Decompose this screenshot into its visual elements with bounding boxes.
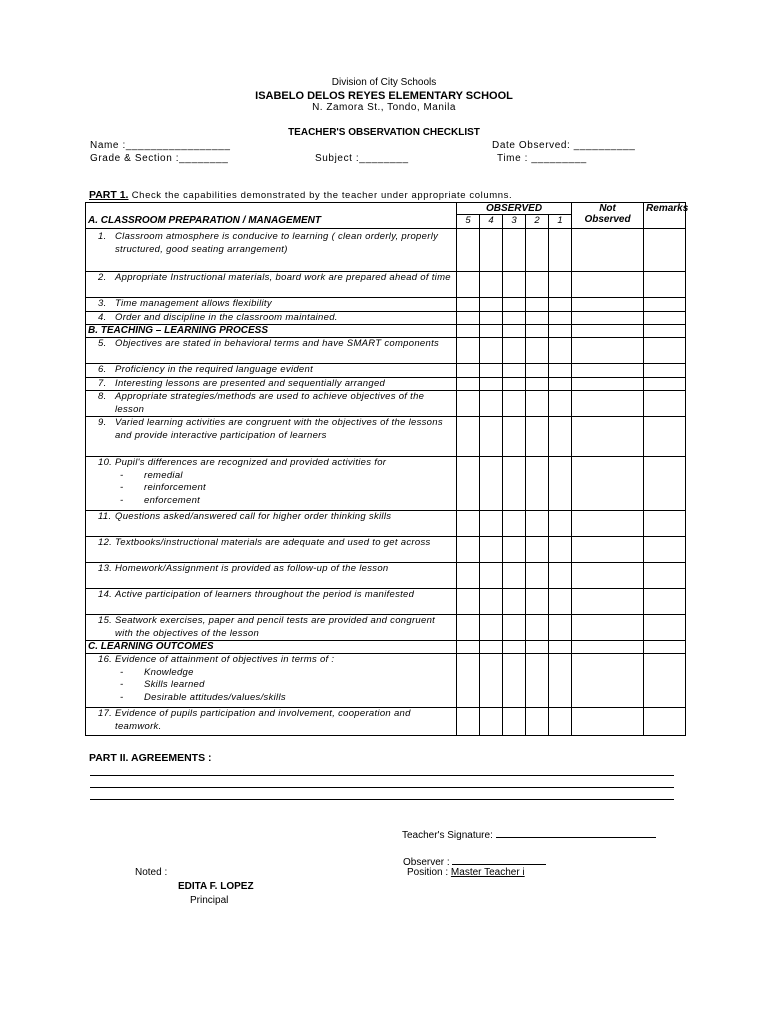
check-cell[interactable] [526, 377, 549, 391]
check-cell[interactable] [480, 457, 503, 511]
check-cell [549, 325, 572, 338]
remarks-cell[interactable] [644, 338, 686, 364]
part2-heading: PART II. AGREEMENTS : [89, 752, 212, 764]
remarks-cell[interactable] [644, 364, 686, 378]
check-cell[interactable] [480, 391, 503, 417]
check-cell[interactable] [526, 229, 549, 272]
sub-item-text: remedial [144, 469, 183, 481]
item-13 [86, 563, 457, 589]
check-cell[interactable] [572, 364, 644, 378]
check-cell[interactable] [503, 457, 526, 511]
check-cell[interactable] [503, 511, 526, 537]
item-number: 16. [98, 654, 113, 665]
check-cell[interactable] [572, 272, 644, 298]
sub-item [88, 495, 454, 508]
sub-item [88, 692, 454, 705]
item-number: 8. [98, 391, 107, 402]
check-cell[interactable] [480, 229, 503, 272]
observer-field [403, 854, 546, 868]
scale-5: 5 [457, 215, 480, 229]
item-text: Pupil's differences are recognized and provided activities for [115, 457, 387, 468]
check-cell[interactable] [480, 311, 503, 325]
check-cell[interactable] [572, 654, 644, 708]
item-number: 4. [98, 311, 107, 323]
table-row [86, 364, 686, 378]
check-cell[interactable] [526, 563, 549, 589]
check-cell [503, 325, 526, 338]
check-cell[interactable] [549, 272, 572, 298]
item-7 [86, 377, 457, 391]
item-16 [86, 654, 457, 708]
check-cell[interactable] [503, 563, 526, 589]
section-b-heading: B. TEACHING – LEARNING PROCESS [86, 325, 457, 338]
sub-item [88, 470, 454, 483]
check-cell [480, 325, 503, 338]
item-8 [86, 391, 457, 417]
check-cell[interactable] [503, 364, 526, 378]
check-cell[interactable] [549, 563, 572, 589]
check-cell[interactable] [457, 377, 480, 391]
item-text: Questions asked/answered call for higher order thinking skills [115, 511, 392, 522]
check-cell[interactable] [480, 654, 503, 708]
principal-title: Principal [190, 895, 229, 906]
check-cell[interactable] [480, 537, 503, 563]
remarks-cell[interactable] [644, 272, 686, 298]
check-cell[interactable] [457, 563, 480, 589]
check-cell[interactable] [503, 417, 526, 457]
item-number: 3. [98, 298, 107, 309]
check-cell[interactable] [572, 457, 644, 511]
check-cell[interactable] [549, 298, 572, 312]
remarks-cell [644, 641, 686, 654]
check-cell[interactable] [457, 417, 480, 457]
table-row [86, 511, 686, 537]
check-cell[interactable] [526, 457, 549, 511]
table-row [86, 563, 686, 589]
item-text: Time management allows flexibility [115, 298, 272, 309]
check-cell[interactable] [503, 338, 526, 364]
item-10 [86, 457, 457, 511]
table-row [86, 338, 686, 364]
section-c-heading: C. LEARNING OUTCOMES [86, 641, 457, 654]
check-cell[interactable] [549, 511, 572, 537]
check-cell[interactable] [503, 654, 526, 708]
principal-name: EDITA F. LOPEZ [178, 881, 254, 892]
check-cell[interactable] [480, 298, 503, 312]
check-cell[interactable] [572, 708, 644, 736]
table-row [86, 457, 686, 511]
part1-instruction [89, 189, 512, 201]
item-text: Appropriate strategies/methods are used to achieve objectives of the lesson [115, 391, 425, 415]
check-cell[interactable] [457, 708, 480, 736]
remarks-cell[interactable] [644, 298, 686, 312]
check-cell[interactable] [572, 338, 644, 364]
check-cell[interactable] [503, 272, 526, 298]
remarks-cell[interactable] [644, 417, 686, 457]
item-11 [86, 511, 457, 537]
item-9 [86, 417, 457, 457]
item-number: 7. [98, 377, 107, 389]
check-cell[interactable] [549, 654, 572, 708]
agreement-line[interactable] [90, 799, 674, 800]
check-cell[interactable] [572, 298, 644, 312]
item-5 [86, 338, 457, 364]
check-cell[interactable] [526, 654, 549, 708]
remarks-cell[interactable] [644, 311, 686, 325]
check-cell[interactable] [526, 589, 549, 615]
dash: - [120, 679, 124, 690]
table-row [86, 298, 686, 312]
not-observed-line1: Not [599, 203, 616, 214]
check-cell[interactable] [526, 364, 549, 378]
item-number: 13. [98, 563, 113, 574]
remarks-cell[interactable] [644, 708, 686, 736]
table-row [86, 537, 686, 563]
check-cell[interactable] [549, 338, 572, 364]
table-row [86, 615, 686, 641]
scale-1: 1 [549, 215, 572, 229]
check-cell[interactable] [549, 311, 572, 325]
sub-item-text: Knowledge [144, 666, 194, 678]
remarks-cell[interactable] [644, 391, 686, 417]
header-blank [86, 203, 457, 215]
remarks-header: Remarks [644, 203, 686, 229]
check-cell[interactable] [503, 229, 526, 272]
part1-label: PART 1. [89, 189, 129, 201]
check-cell[interactable] [572, 311, 644, 325]
subject-field: Subject :________ [315, 153, 409, 164]
check-cell [572, 641, 644, 654]
check-cell[interactable] [480, 338, 503, 364]
item-text: Classroom atmosphere is conducive to learning ( clean orderly, properly structured, good seating arrangement) [115, 231, 439, 255]
item-number: 11. [98, 511, 112, 522]
teacher-signature-line[interactable] [496, 827, 656, 838]
remarks-cell[interactable] [644, 537, 686, 563]
noted-label: Noted : [135, 867, 168, 878]
table-row [86, 377, 686, 391]
check-cell[interactable] [526, 708, 549, 736]
check-cell[interactable] [457, 311, 480, 325]
check-cell[interactable] [503, 391, 526, 417]
check-cell[interactable] [526, 537, 549, 563]
check-cell [457, 641, 480, 654]
school-name: ISABELO DELOS REYES ELEMENTARY SCHOOL [255, 90, 513, 102]
dash: - [120, 494, 124, 506]
sub-item-text: Skills learned [144, 679, 205, 690]
check-cell[interactable] [572, 563, 644, 589]
check-cell[interactable] [526, 338, 549, 364]
table-row [86, 391, 686, 417]
item-number: 15. [98, 615, 113, 626]
check-cell[interactable] [457, 511, 480, 537]
check-cell[interactable] [503, 311, 526, 325]
item-number: 10. [98, 457, 113, 468]
part1-text: Check the capabilities demonstrated by the teacher under appropriate columns. [128, 190, 513, 201]
check-cell[interactable] [480, 272, 503, 298]
table-row [86, 589, 686, 615]
check-cell[interactable] [503, 298, 526, 312]
check-cell[interactable] [480, 364, 503, 378]
item-number: 14. [98, 589, 113, 600]
remarks-cell[interactable] [644, 511, 686, 537]
item-14 [86, 589, 457, 615]
check-cell[interactable] [572, 417, 644, 457]
item-text: Proficiency in the required language evident [115, 364, 314, 375]
check-cell[interactable] [503, 537, 526, 563]
check-cell[interactable] [549, 229, 572, 272]
item-number: 12. [98, 537, 113, 548]
check-cell[interactable] [480, 511, 503, 537]
check-cell[interactable] [526, 615, 549, 641]
position-field [407, 867, 525, 878]
check-cell [480, 641, 503, 654]
check-cell[interactable] [480, 589, 503, 615]
observed-header: OBSERVED [457, 203, 572, 215]
table-row [86, 417, 686, 457]
sub-item-text: enforcement [144, 494, 201, 506]
grade-section-field: Grade & Section :________ [90, 153, 229, 164]
item-12 [86, 537, 457, 563]
observation-checklist-table [85, 202, 689, 736]
check-cell[interactable] [480, 417, 503, 457]
check-cell [572, 325, 644, 338]
check-cell[interactable] [572, 537, 644, 563]
teacher-signature-label: Teacher's Signature: [402, 830, 496, 841]
item-2 [86, 272, 457, 298]
dash: - [120, 482, 124, 493]
table-row [86, 272, 686, 298]
check-cell[interactable] [457, 391, 480, 417]
time-field: Time : _________ [497, 153, 587, 164]
item-4 [86, 311, 457, 325]
sub-item [88, 679, 454, 692]
item-number: 17. [98, 708, 113, 719]
remarks-cell[interactable] [644, 377, 686, 391]
remarks-cell[interactable] [644, 589, 686, 615]
table-row [86, 708, 686, 736]
item-text: Seatwork exercises, paper and pencil tests are provided and congruent with the objectives of the lesson [115, 615, 436, 639]
dash: - [120, 666, 124, 678]
item-number: 2. [98, 272, 107, 283]
position-label: Position : [407, 867, 451, 878]
item-text: Varied learning activities are congruent with the objectives of the lessons and provide interactive participation of learners [115, 417, 443, 441]
observer-line[interactable] [452, 854, 546, 865]
check-cell[interactable] [503, 708, 526, 736]
check-cell[interactable] [549, 537, 572, 563]
item-1 [86, 229, 457, 272]
item-text: Evidence of attainment of objectives in terms of : [115, 654, 335, 665]
agreement-line[interactable] [90, 775, 674, 776]
sub-item-text: reinforcement [144, 482, 206, 493]
scale-2: 2 [526, 215, 549, 229]
scale-3: 3 [503, 215, 526, 229]
dash: - [120, 691, 124, 703]
not-observed-header [572, 203, 644, 229]
check-cell[interactable] [503, 589, 526, 615]
remarks-cell[interactable] [644, 563, 686, 589]
check-cell[interactable] [526, 311, 549, 325]
item-3 [86, 298, 457, 312]
item-text: Order and discipline in the classroom maintained. [115, 311, 338, 323]
check-cell[interactable] [503, 615, 526, 641]
teacher-signature [402, 827, 656, 841]
check-cell[interactable] [572, 229, 644, 272]
remarks-cell[interactable] [644, 654, 686, 708]
item-text: Evidence of pupils participation and involvement, cooperation and teamwork. [115, 708, 411, 732]
item-number: 1. [98, 231, 107, 242]
remarks-cell[interactable] [644, 615, 686, 641]
check-cell[interactable] [457, 298, 480, 312]
date-observed-field: Date Observed: __________ [492, 140, 636, 151]
check-cell[interactable] [572, 377, 644, 391]
check-cell[interactable] [549, 377, 572, 391]
table-row [86, 654, 686, 708]
check-cell[interactable] [457, 654, 480, 708]
division-line: Division of City Schools [331, 77, 437, 88]
check-cell [526, 325, 549, 338]
check-cell[interactable] [572, 589, 644, 615]
item-text: Appropriate Instructional materials, board work are prepared ahead of time [115, 272, 451, 283]
check-cell[interactable] [457, 589, 480, 615]
check-cell[interactable] [480, 563, 503, 589]
check-cell[interactable] [549, 364, 572, 378]
item-text: Interesting lessons are presented and sequentially arranged [115, 377, 386, 389]
position-value: Master Teacher i [450, 867, 525, 878]
check-cell[interactable] [549, 391, 572, 417]
item-text: Objectives are stated in behavioral terms and have SMART components [115, 338, 440, 349]
item-15 [86, 615, 457, 641]
check-cell[interactable] [457, 615, 480, 641]
remarks-cell [644, 325, 686, 338]
sub-item-text: Desirable attitudes/values/skills [144, 691, 286, 703]
check-cell[interactable] [480, 615, 503, 641]
check-cell[interactable] [457, 364, 480, 378]
dash: - [120, 469, 124, 481]
item-6 [86, 364, 457, 378]
check-cell[interactable] [549, 589, 572, 615]
check-cell[interactable] [457, 338, 480, 364]
item-number: 6. [98, 364, 107, 375]
school-address: N. Zamora St., Tondo, Manila [312, 102, 456, 113]
check-cell[interactable] [526, 391, 549, 417]
check-cell[interactable] [457, 272, 480, 298]
check-cell[interactable] [572, 511, 644, 537]
item-text: Homework/Assignment is provided as follow-up of the lesson [115, 563, 389, 574]
table-row [86, 229, 686, 272]
check-cell[interactable] [572, 615, 644, 641]
check-cell[interactable] [480, 377, 503, 391]
sub-item [88, 482, 454, 495]
check-cell[interactable] [526, 511, 549, 537]
agreement-line[interactable] [90, 787, 674, 788]
check-cell[interactable] [549, 457, 572, 511]
observer-label: Observer : [403, 857, 453, 868]
check-cell [549, 641, 572, 654]
check-cell[interactable] [457, 457, 480, 511]
check-cell[interactable] [549, 615, 572, 641]
item-number: 9. [98, 417, 107, 428]
remarks-cell[interactable] [644, 457, 686, 511]
check-cell[interactable] [526, 417, 549, 457]
check-cell[interactable] [457, 537, 480, 563]
remarks-cell[interactable] [644, 229, 686, 272]
check-cell[interactable] [549, 708, 572, 736]
scale-4: 4 [480, 215, 503, 229]
check-cell[interactable] [503, 377, 526, 391]
not-observed-line2: Observed [584, 214, 631, 225]
check-cell[interactable] [457, 229, 480, 272]
form-title: TEACHER'S OBSERVATION CHECKLIST [288, 127, 480, 138]
check-cell [503, 641, 526, 654]
check-cell [526, 641, 549, 654]
check-cell[interactable] [572, 391, 644, 417]
check-cell[interactable] [549, 417, 572, 457]
check-cell[interactable] [480, 708, 503, 736]
check-cell[interactable] [526, 272, 549, 298]
name-field: Name :_________________ [90, 140, 231, 151]
sub-item [88, 667, 454, 680]
item-text: Active participation of learners throughout the period is manifested [115, 589, 415, 600]
item-number: 5. [98, 338, 107, 349]
check-cell [457, 325, 480, 338]
item-17 [86, 708, 457, 736]
check-cell[interactable] [526, 298, 549, 312]
section-a-heading: A. CLASSROOM PREPARATION / MANAGEMENT [86, 215, 457, 229]
item-text: Textbooks/instructional materials are adequate and used to get across [115, 537, 431, 548]
table-row [86, 311, 686, 325]
